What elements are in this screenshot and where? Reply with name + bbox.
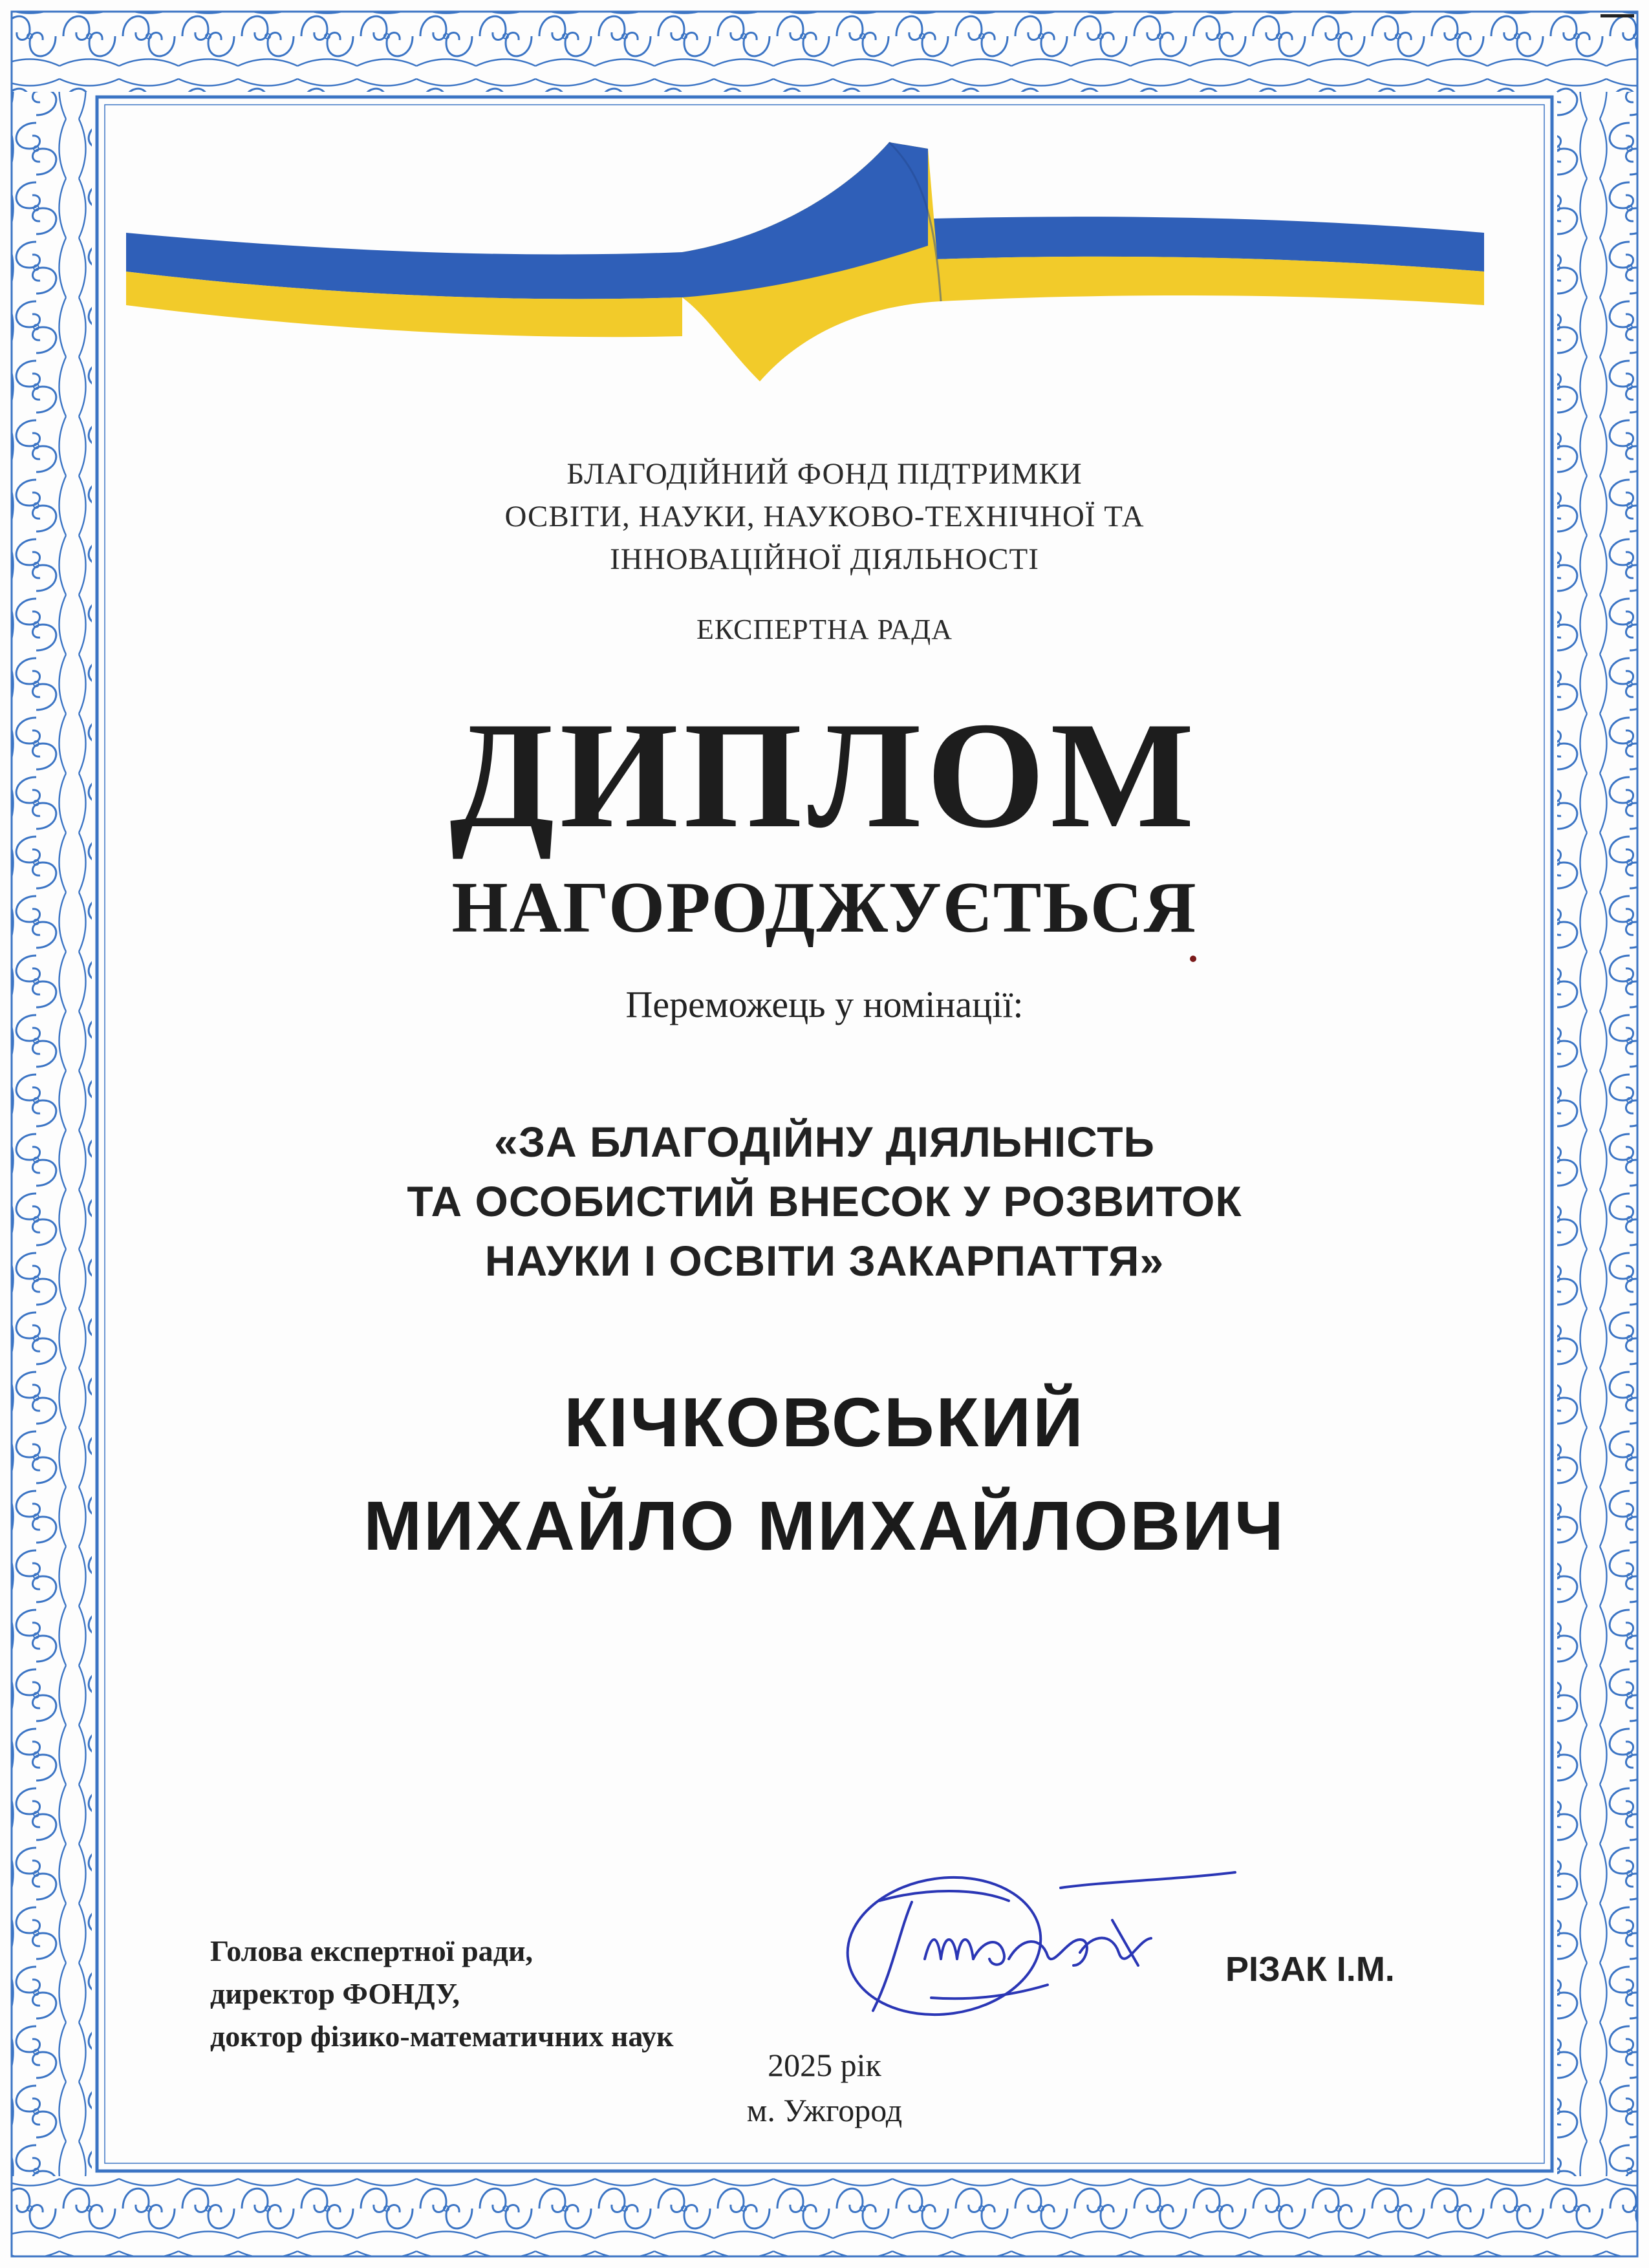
issue-year: 2025 рік <box>768 2047 881 2083</box>
council-name: ЕКСПЕРТНА РАДА <box>696 614 953 645</box>
organization-line: БЛАГОДІЙНИЙ ФОНД ПІДТРИМКИ <box>566 457 1083 491</box>
organization-line: ОСВІТИ, НАУКИ, НАУКОВО-ТЕХНІЧНОЇ ТА <box>504 500 1145 533</box>
diploma-title: ДИПЛОМ <box>449 691 1200 860</box>
recipient-surname: КІЧКОВСЬКИЙ <box>564 1383 1085 1461</box>
nomination-label: Переможець у номінації: <box>625 983 1024 1025</box>
scan-corner-mark <box>1600 14 1634 17</box>
recipient-given-names: МИХАЙЛО МИХАЙЛОВИЧ <box>363 1486 1286 1565</box>
organization-name <box>0 453 1649 581</box>
recipient-name <box>0 1371 1649 1578</box>
nomination-line: НАУКИ І ОСВІТИ ЗАКАРПАТТЯ» <box>484 1237 1165 1285</box>
organization-line: ІННОВАЦІЙНОЇ ДІЯЛЬНОСТІ <box>610 542 1039 576</box>
signer-role-line: директор ФОНДУ, <box>210 1977 460 2010</box>
nomination-title <box>0 1112 1649 1290</box>
ink-speck <box>1190 956 1196 962</box>
nomination-line: ТА ОСОБИСТИЙ ВНЕСОК У РОЗВИТОК <box>407 1177 1242 1225</box>
signer-role-line: Голова експертної ради, <box>210 1934 533 1967</box>
signer-name: РІЗАК І.М. <box>1225 1950 1395 1989</box>
signer-role-line: доктор фізико-математичних наук <box>210 2020 674 2053</box>
nomination-line: «ЗА БЛАГОДІЙНУ ДІЯЛЬНІСТЬ <box>494 1118 1155 1166</box>
issue-city: м. Ужгород <box>746 2092 903 2128</box>
ukrainian-flag-ribbon-icon <box>126 136 1484 394</box>
handwritten-signature <box>834 1862 1248 2043</box>
signer-role <box>210 1930 674 2058</box>
awarded-heading: НАГОРОДЖУЄТЬСЯ <box>451 868 1198 948</box>
